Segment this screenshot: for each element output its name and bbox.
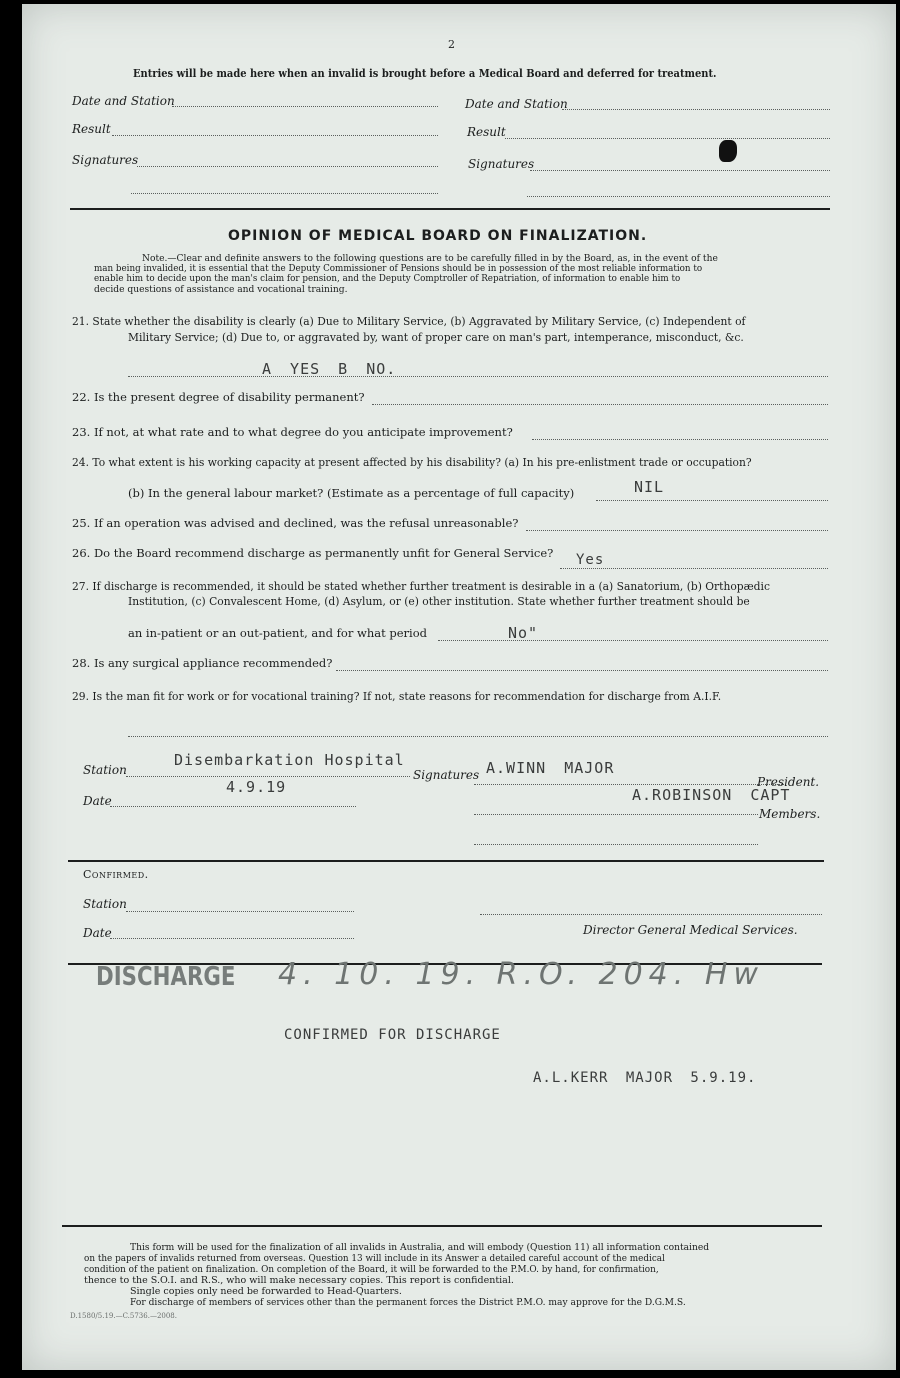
signatures-line-left [137,166,438,167]
confirmed-date-line [110,938,354,939]
q29-text: 29. Is the man fit for work or for vocational training? If not, state reasons for recommendation for discharge from A.I.F. [72,689,722,703]
q24-line-2: (b) In the general labour market? (Estimate as a percentage of full capacity) [128,486,575,500]
board-station-label: Station [83,763,127,777]
signatures-line-right [530,170,830,171]
date-station-label-left: Date and Station [72,94,175,108]
signatures-line-right-2 [527,196,830,197]
q27-line-2: Institution, (c) Convalescent Home, (d) Asylum, or (e) other institution. State whether further treatment should be [128,594,750,608]
q21-line-1: 21. State whether the disability is clearly (a) Due to Military Service, (b) Aggravated by Military Service, (c) Independent of [72,314,746,328]
kerr-signature: A.L.KERR MAJOR 5.9.19. [533,1070,757,1086]
board-station-value: Disembarkation Hospital [174,751,405,769]
q22-text: 22. Is the present degree of disability permanent? [72,390,365,404]
deferred-heading: Entries will be made here when an invalid is brought before a Medical Board and deferred for treatment. [133,66,717,80]
q23-text: 23. If not, at what rate and to what degree do you anticipate improvement? [72,425,513,439]
q21-answer-line [128,376,828,377]
q27-line-1: 27. If discharge is recommended, it should be stated whether further treatment is desirable in a (a) Sanatorium, (b) Orthopædic [72,579,770,593]
board-date-line [110,806,356,807]
footer-line-4: thence to the S.O.I. and R.S., who will make necessary copies. This report is confidential. [84,1275,514,1286]
q29-answer-line [128,736,828,737]
board-station-line [126,776,410,777]
footer-line-6: For discharge of members of services other than the permanent forces the District P.M.O. may approve for the D.G.M.S. [130,1297,686,1308]
q22-answer-line [372,404,828,405]
q24-answer: NIL [634,478,665,496]
q24-answer-line [596,500,828,501]
president-line [474,784,784,785]
president-label: President. [757,775,820,789]
q25-text: 25. If an operation was advised and declined, was the refusal unreasonable? [72,516,519,530]
q27-answer-line [438,640,828,641]
footer-line-3: condition of the patient on finalization. On completion of the Board, it will be forwarded to the P.M.O. by hand, for confirmation, [84,1264,659,1275]
date-station-line-left [172,106,438,107]
page-number: 2 [448,38,455,51]
board-signatures-label: Signatures [413,768,480,782]
member-signature: A.ROBINSON CAPT [632,786,791,804]
signatures-label-left: Signatures [72,153,139,167]
result-label-left: Result [72,122,111,136]
note-line-4: decide questions of assistance and vocational training. [94,284,348,295]
result-line-right [505,138,830,139]
discharge-handwritten-note: 4. 10. 19. R.O. 204. Hw [278,957,764,992]
print-code: D.1580/5.19.—C.5736.—2008. [70,1312,177,1320]
note-line-1: Note.—Clear and definite answers to the following questions are to be carefully filled in by the Board, as, in the event of the [142,253,718,264]
q21-line-2: Military Service; (d) Due to, or aggravated by, want of proper care on man's part, intemperance, misconduct, &c. [128,330,744,344]
result-line-left [112,135,438,136]
confirmed-station-line [126,911,354,912]
confirmed-date-label: Date [83,926,112,940]
q27-line-3: an in-patient or an out-patient, and for what period [128,626,428,640]
confirmed-heading: Confirmed. [83,868,149,881]
result-label-right: Result [467,125,506,139]
q24-line-1: 24. To what extent is his working capacity at present affected by his disability? (a) In his pre-enlistment trade or occupation? [72,455,752,469]
president-signature: A.WINN MAJOR [486,759,615,777]
member-line-2 [474,844,758,845]
dgms-label: Director General Medical Services. [583,923,798,937]
q26-answer: Yes [576,552,605,568]
signatures-label-right: Signatures [468,157,535,171]
dgms-signature-line [480,914,822,915]
section-divider-4 [62,1225,822,1227]
footer-line-5: Single copies only need be forwarded to Head-Quarters. [130,1286,402,1297]
q26-answer-line [560,568,828,569]
discharge-stamp: DISCHARGE [96,962,236,992]
confirmed-station-label: Station [83,897,127,911]
board-date-label: Date [83,794,112,808]
q25-answer-line [526,530,828,531]
footer-line-1: This form will be used for the finalization of all invalids in Australia, and will embody (Question 11) all information contained [130,1242,710,1253]
section-divider-1 [70,208,830,210]
member-line [474,814,758,815]
board-date-value: 4.9.19 [226,778,287,796]
q26-text: 26. Do the Board recommend discharge as permanently unfit for General Service? [72,546,554,560]
opinion-title: OPINION OF MEDICAL BOARD ON FINALIZATION. [228,228,648,244]
section-divider-2 [68,860,824,862]
ink-blot [719,140,737,162]
note-line-3: enable him to decide upon the man's claim for pension, and the Deputy Comptroller of Repatriation, of information to enable him to [94,273,681,284]
q23-answer-line [532,439,828,440]
confirmed-for-discharge: CONFIRMED FOR DISCHARGE [284,1027,501,1043]
q27-answer: No" [508,624,539,642]
members-label: Members. [759,807,821,821]
footer-line-2: on the papers of invalids returned from overseas. Question 13 will include in its Answer a detailed careful account of the medical [84,1253,665,1264]
note-line-2: man being invalided, it is essential that the Deputy Commissioner of Pensions should be in possession of the most reliable information to [94,263,703,274]
date-station-label-right: Date and Station [465,97,568,111]
q28-text: 28. Is any surgical appliance recommended? [72,656,333,670]
q28-answer-line [336,670,828,671]
signatures-line-left-2 [131,193,438,194]
date-station-line-right [562,109,830,110]
q21-answer: A YES B NO. [262,360,397,378]
